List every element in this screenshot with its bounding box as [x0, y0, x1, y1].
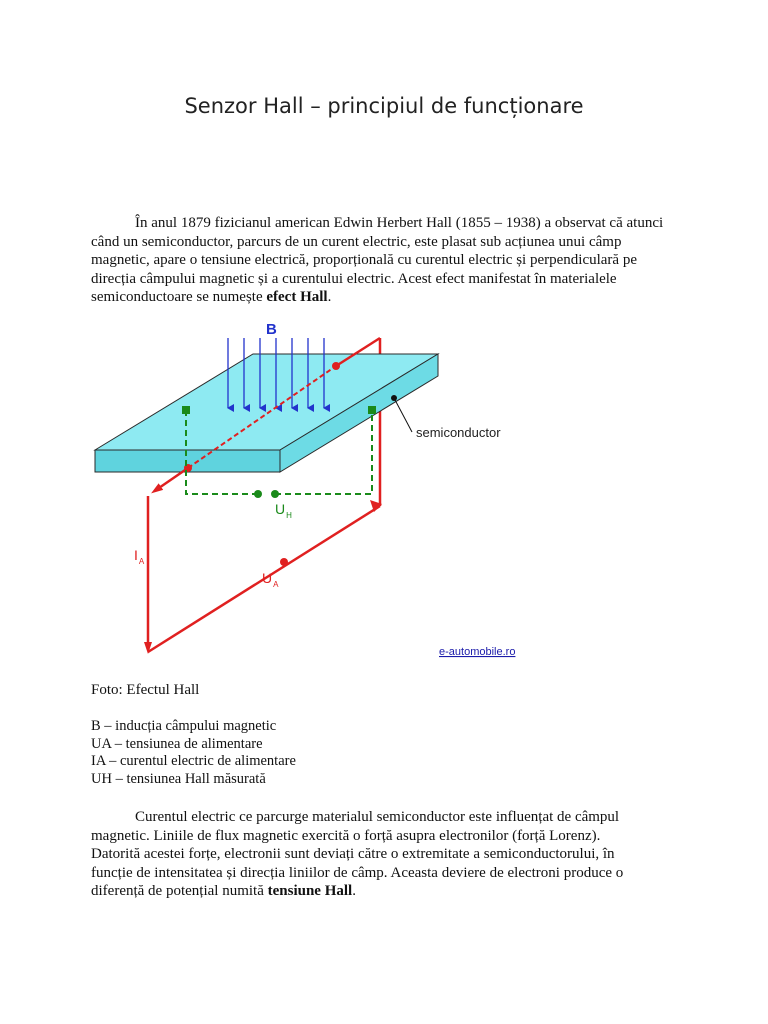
page-title: Senzor Hall – principiul de funcționare	[184, 94, 584, 118]
watermark: e-automobile.ro	[439, 646, 516, 658]
legend-item: UA – tensiunea de alimentare	[91, 735, 263, 752]
intro-bold-term: efect Hall	[266, 289, 328, 305]
figure-caption: Foto: Efectul Hall	[91, 682, 200, 698]
label-ia: $I_A$	[134, 547, 145, 566]
intro-paragraph	[91, 214, 681, 307]
label-uh: $U_H$	[275, 501, 292, 520]
label-b: B	[266, 321, 277, 338]
intro-end: .	[327, 289, 332, 305]
legend-list	[91, 718, 296, 788]
label-ua: $U_A$	[262, 570, 279, 589]
semiconductor-pointer	[394, 398, 412, 432]
hall-contact-left	[182, 406, 190, 414]
uh-terminal-left	[254, 490, 262, 498]
intro-text: În anul 1879 fizicianul american Edwin Herbert Hall (1855 – 1938) a observat că atunci când un semiconductor, parcurs de un curent electric, este plasat sub acțiunea unui câmp magnetic, apare o tensiune electrică, proporțională cu curentul electric și perpendiculară pe direcția câmpului magnetic și a curentului electric. Acest efect manifestat în materialele semiconductoare se numește	[91, 215, 664, 305]
legend-item: B – inducția câmpului magnetic	[91, 718, 277, 734]
current-dot-top	[332, 362, 340, 370]
hall-contact-right	[368, 406, 376, 414]
hall-effect-diagram	[90, 318, 550, 668]
explanation-paragraph	[91, 808, 651, 901]
explanation-text: Curentul electric ce parcurge materialul semiconductor este influențat de câmpul magnetic. Liniile de flux magnetic exercită o forță asupra electronilor (forță Lorenz). Datorită acestei forțe, electronii sunt deviați către o extremitate a semiconductorului, în funcție de intensitatea și direcția liniilor de câmp. Aceasta deviere de electroni produce o diferență de potențial numită	[91, 809, 624, 899]
label-semiconductor: semiconductor	[416, 425, 501, 440]
explanation-end: .	[352, 883, 356, 899]
ua-terminal	[280, 558, 288, 566]
explanation-bold-term: tensiune Hall	[267, 883, 353, 899]
uh-terminal-right	[271, 490, 279, 498]
legend-item: UH – tensiunea Hall măsurată	[91, 770, 266, 787]
legend-item: IA – curentul electric de alimentare	[91, 753, 296, 769]
